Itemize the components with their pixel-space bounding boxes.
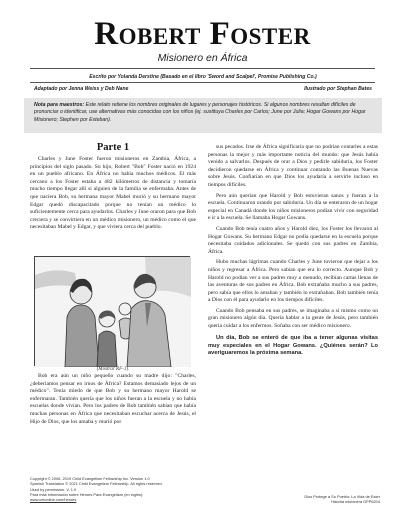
footer-line: Para más información sobre Héroes Para Evangelizar (en inglés): bbox=[30, 491, 144, 497]
adapter-credit: Adaptado por Jenna Weiss y Deb Nane bbox=[34, 86, 129, 92]
series-footer bbox=[262, 494, 380, 505]
footer-line: Copyright © 2006, 2019 Child Evangelism Fellowship Inc. Version 1.0 bbox=[30, 476, 150, 481]
teacher-note-text: Este relato retiene los nombres originales de lugares y personajes históricos. Si algunos nombres resultan difíciles de pronunciar o identificar, use alternativas más conocidas con los niños (ej. sustituya Charles por Carlos; June por Julia; Hogar Gowans por Hogar Misionero; Stephen por Esteban). bbox=[34, 102, 366, 123]
story-illustration bbox=[34, 256, 190, 366]
credit-divider bbox=[30, 82, 375, 83]
page-title: Robert Foster bbox=[94, 16, 311, 52]
footer-line: Dios Protege a Su Pueblo: La Vida de Ester bbox=[304, 494, 380, 499]
footer-line: Spanish Translation © 2021 Child Evangelism Fellowship. All rights reserved. bbox=[30, 481, 163, 487]
author-credit: Escrito por Yolanda Derstine (Basado en el libro 'Sword and Scalpel', Promise Publishing Co.) bbox=[89, 74, 317, 80]
part-heading: Parte 1 bbox=[96, 142, 130, 153]
story-paragraph: Pero aún querían que Harold y Bob estuvieran sanos y fueran a la escuela. Continuaron orando por sabiduría. Un día se enteraron de un hogar especial en Canadá donde los niños misioneros podían vivir con seguridad e ir a la escuela. Se llamaba Hogar Gowans. bbox=[208, 192, 378, 222]
story-paragraph: sus pecados. Irse de África significaría que no podrían contarles a estas personas la mejor y más importante noticia del mundo: que Jesús había venido a salvarlos. Después de orar a Dios y pedirle sabiduría, los Foster decidieron quedarse en África y continuar contando las Buenas Nuevas sobre Jesús. Confiarían en que Dios los ayudaría a servirle incluso en tiempos difíciles. bbox=[208, 144, 378, 188]
family-illustration bbox=[35, 257, 191, 367]
story-paragraph: Hubo muchas lágrimas cuando Charles y June tuvieron que dejar a los niños y regresar a África. Pero sabían que era lo correcto. Aunque Bob y Harold no podían ver a sus padres muy a menudo, recibían cartas llenas de las aventuras de sus padres en África. Bob extrañaba mucho a sus padres, pero sabía que ellos lo amaban y también lo extrañaban. Bob también tenía a Dios con él para ayudarlo en los tiempos difíciles. bbox=[208, 259, 378, 304]
copyright-footer bbox=[30, 476, 220, 502]
page-subtitle: Misionero en África bbox=[157, 52, 248, 64]
story-paragraph: Cuando Bob tenía cuatro años y Harold diez, los Foster los llevaron al Hogar Gowans. Su hermano Edgar no podía quedarse en la escuela porque necesitaba cuidados adicionales. Se quedó con sus padres en Zambia, África. bbox=[208, 225, 378, 255]
closing-question: Un día, Bob se enteró de que iba a tener algunas visitas muy especiales en el Hogar Gowans. ¿Quiénes serán? Lo averiguaremos la próxima semana. bbox=[208, 334, 378, 357]
footer-link[interactable]: www.cefonline.com/heroes bbox=[30, 497, 77, 503]
story-right-column bbox=[208, 144, 378, 361]
story-left-column-continued bbox=[30, 373, 196, 429]
footer-line: Used by permission. V. 1.0 bbox=[30, 486, 77, 492]
story-paragraph: Bob era aún un niño pequeño cuando su madre dijo: "Charles, ¿deberíamos pensar en irnos de África? Estamos demasiado lejos de un médico". Tenía miedo de que Bob y su hermano mayor Harold se enfermaran. También quería que los niños fueran a la escuela y no había escuelas donde vivían. Pero los padres de Bob también sabían que había muchas personas en África que necesitaban escuchar acerca de Jesús, el Hijo de Dios, que los amaba y murió por bbox=[30, 373, 196, 425]
teacher-note-label: Nota para maestros: bbox=[34, 102, 85, 108]
story-left-column bbox=[30, 156, 196, 235]
story-paragraph: Charles y June Foster fueron misioneros en Zambia, África, a principios del siglo pasado. Su hijo, Robert "Bob" Foster nació en 1924 en un pueblo africano. En África no había muchos médicos. El más cercano a los Foster estaba a 482 kilómetros de distancia y tomaría mucho tiempo llegar allí si alguien de la familia se enfermaba. Antes de que naciera Bob, su hermana mayor Mabel murió y su hermano mayor Edgar quedó discapacitado porque no tenían un médico lo suficientemente cerca para ayudarlos. Charles y June oraron para que Bob creciera y se convirtiera en un médico misionero, un médico como el que necesitaban Mabel y Edgar, y que viviera cerca del pueblo. bbox=[30, 156, 196, 231]
footer-line: Historia misionera GPP6204 bbox=[330, 499, 380, 505]
credit-row bbox=[34, 86, 372, 92]
illustration-caption: (Mostrar RF-1). bbox=[96, 367, 130, 372]
header-divider bbox=[30, 68, 375, 69]
illustrator-credit: Ilustrado por Stephan Bates bbox=[304, 86, 372, 92]
story-paragraph: Cuando Bob pensaba en sus padres, se imaginaba a sí mismo como un gran misionero algún día. Quería hablar a la gente de Jesús, pero también quería cuidar a los enfermos. Soñaba con ser médico misionero. bbox=[208, 307, 378, 330]
teacher-note bbox=[24, 98, 382, 133]
